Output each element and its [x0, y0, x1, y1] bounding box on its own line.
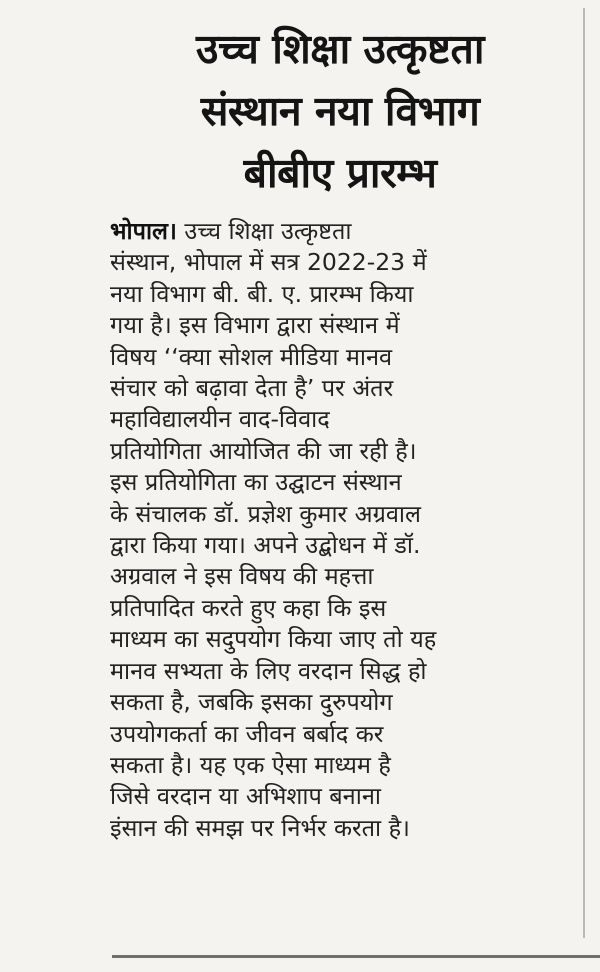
body-line: मानव सभ्यता के लिए वरदान सिद्ध हो	[110, 656, 427, 685]
news-article	[110, 18, 570, 844]
body-line: इंसान की समझ पर निर्भर करता है।	[110, 813, 410, 842]
article-body	[110, 216, 570, 844]
headline	[110, 18, 570, 204]
body-line: प्रतिपादित करते हुए कहा कि इस	[110, 593, 387, 622]
body-line: प्रतियोगिता आयोजित की जा रही है।	[110, 436, 417, 465]
body-line: माध्यम का सदुपयोग किया जाए तो यह	[110, 625, 437, 654]
body-line: सकता है, जबकि इसका दुरुपयोग	[110, 688, 393, 717]
body-line: उपयोगकर्ता का जीवन बर्बाद कर	[110, 719, 384, 748]
body-line-1	[110, 216, 570, 247]
body-line: इस प्रतियोगिता का उद्घाटन संस्थान	[110, 468, 402, 497]
body-line: संचार को बढ़ावा देता है’ पर अंतर	[110, 374, 394, 403]
body-line: द्वारा किया गया। अपने उद्बोधन में डॉ.	[110, 531, 421, 560]
body-line: के संचालक डॉ. प्रज्ञेश कुमार अग्रवाल	[110, 499, 421, 528]
body-line: अग्रवाल ने इस विषय की महत्ता	[110, 562, 374, 591]
column-divider	[583, 8, 585, 938]
headline-line-1: उच्च शिक्षा उत्कृष्टता	[196, 25, 484, 73]
body-line: महाविद्यालयीन वाद-विवाद	[110, 405, 330, 434]
body-line: विषय ‘‘क्या सोशल मीडिया मानव	[110, 342, 393, 371]
dateline: भोपाल।	[110, 217, 177, 245]
body-line: सकता है। यह एक ऐसा माध्यम है	[110, 750, 391, 779]
body-line: जिसे वरदान या अभिशाप बनाना	[110, 782, 381, 811]
bottom-rule	[112, 955, 600, 958]
body-line: गया है। इस विभाग द्वारा संस्थान में	[110, 311, 400, 340]
headline-line-3: बीबीए प्रारम्भ	[243, 149, 437, 197]
headline-line-2: संस्थान नया विभाग	[200, 87, 480, 135]
body-line: नया विभाग बी. बी. ए. प्रारम्भ किया	[110, 279, 414, 308]
body-line-1-text: उच्च शिक्षा उत्कृष्टता	[176, 217, 352, 245]
body-line: संस्थान, भोपाल में सत्र 2022-23 में	[110, 248, 427, 277]
